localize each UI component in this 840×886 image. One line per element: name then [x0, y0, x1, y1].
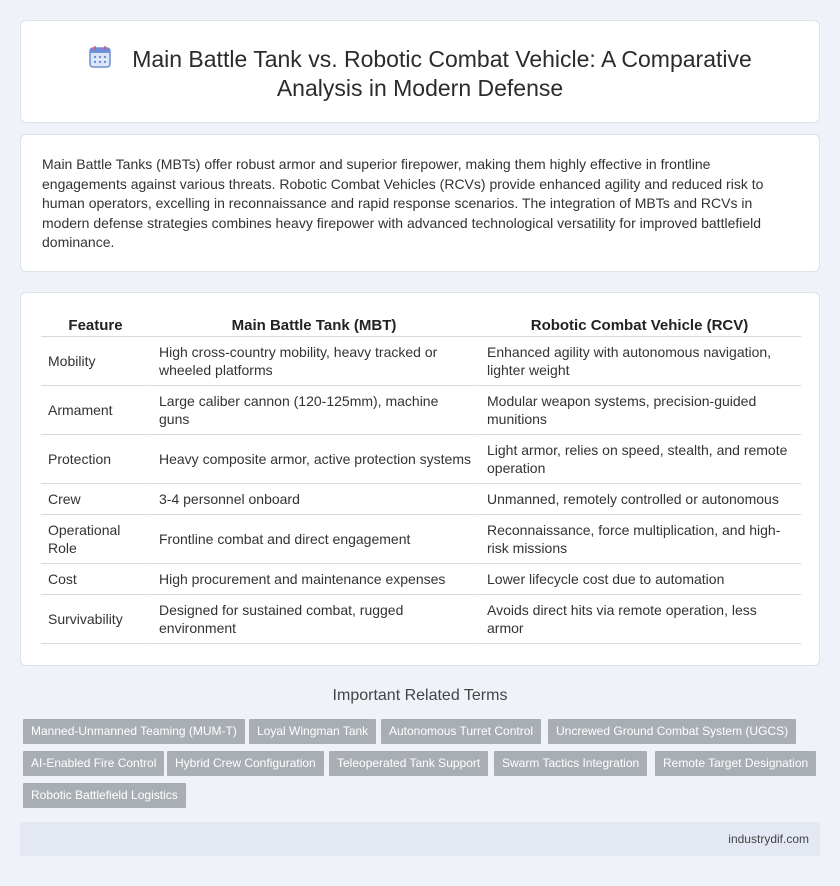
table-row — [41, 435, 801, 484]
mbt-cell: Large caliber cannon (120-125mm), machine guns — [150, 386, 478, 435]
table-row — [41, 515, 801, 564]
rcv-cell: Modular weapon systems, precision-guided munitions — [478, 386, 801, 435]
feature-cell: Survivability — [41, 595, 150, 644]
related-terms-title: Important Related Terms — [332, 687, 508, 704]
mbt-cell: 3-4 personnel onboard — [150, 484, 478, 515]
table-row — [41, 484, 801, 515]
feature-cell: Armament — [41, 386, 150, 435]
mbt-cell: Frontline combat and direct engagement — [150, 515, 478, 564]
related-term-tag[interactable]: Hybrid Crew Configuration — [167, 751, 324, 776]
mbt-cell: Designed for sustained combat, rugged environment — [150, 595, 478, 644]
related-term-tag[interactable]: Manned-Unmanned Teaming (MUM-T) — [23, 719, 245, 744]
feature-cell: Operational Role — [41, 515, 150, 564]
title-line-2: Analysis in Modern Defense — [276, 75, 564, 101]
table-header-row — [41, 315, 801, 337]
comparison-table — [41, 315, 801, 644]
related-term-tag[interactable]: Swarm Tactics Integration — [494, 751, 647, 776]
related-term-tag[interactable]: Autonomous Turret Control — [381, 719, 541, 744]
mbt-cell: High cross-country mobility, heavy tracked or wheeled platforms — [150, 337, 478, 386]
rcv-cell: Reconnaissance, force multiplication, and high-risk missions — [478, 515, 801, 564]
feature-cell: Cost — [41, 564, 150, 595]
feature-cell: Mobility — [41, 337, 150, 386]
related-term-tag[interactable]: Robotic Battlefield Logistics — [23, 783, 186, 808]
related-term-tag[interactable]: AI-Enabled Fire Control — [23, 751, 164, 776]
comparison-table-card — [20, 292, 820, 666]
related-term-tag[interactable]: Loyal Wingman Tank — [249, 719, 376, 744]
mbt-cell: Heavy composite armor, active protection systems — [150, 435, 478, 484]
rcv-cell: Lower lifecycle cost due to automation — [478, 564, 801, 595]
title-card — [20, 20, 820, 123]
intro-paragraph: Main Battle Tanks (MBTs) offer robust armor and superior firepower, making them highly effective in frontline engagements against various threats. Robotic Combat Vehicles (RCVs) provide enhanced agility and reduced risk to human operators, excelling in reconnaissance and rapid response scenarios. The integration of MBTs and RCVs in modern defense strategies combines heavy firepower with advanced technological versatility for improved battlefield dominance. — [42, 156, 764, 250]
column-header-feature: Feature — [41, 315, 150, 337]
rcv-cell: Avoids direct hits via remote operation, less armor — [478, 595, 801, 644]
feature-cell: Protection — [41, 435, 150, 484]
column-header-mbt: Main Battle Tank (MBT) — [150, 315, 478, 337]
title-line-1: Main Battle Tank vs. Robotic Combat Vehicle: A Comparative — [132, 46, 752, 72]
table-row — [41, 386, 801, 435]
mbt-cell: High procurement and maintenance expenses — [150, 564, 478, 595]
column-header-rcv: Robotic Combat Vehicle (RCV) — [478, 315, 801, 337]
related-term-tag[interactable]: Teleoperated Tank Support — [329, 751, 488, 776]
calendar-icon — [88, 45, 112, 69]
related-term-tag[interactable]: Remote Target Designation — [655, 751, 816, 776]
table-row — [41, 595, 801, 644]
footer-site[interactable]: industrydif.com — [728, 832, 809, 846]
related-term-tag[interactable]: Uncrewed Ground Combat System (UGCS) — [548, 719, 796, 744]
rcv-cell: Unmanned, remotely controlled or autonomous — [478, 484, 801, 515]
table-row — [41, 337, 801, 386]
rcv-cell: Enhanced agility with autonomous navigation, lighter weight — [478, 337, 801, 386]
footer — [20, 822, 820, 856]
page-title — [21, 45, 819, 103]
table-row — [41, 564, 801, 595]
intro-card — [20, 134, 820, 272]
rcv-cell: Light armor, relies on speed, stealth, and remote operation — [478, 435, 801, 484]
feature-cell: Crew — [41, 484, 150, 515]
